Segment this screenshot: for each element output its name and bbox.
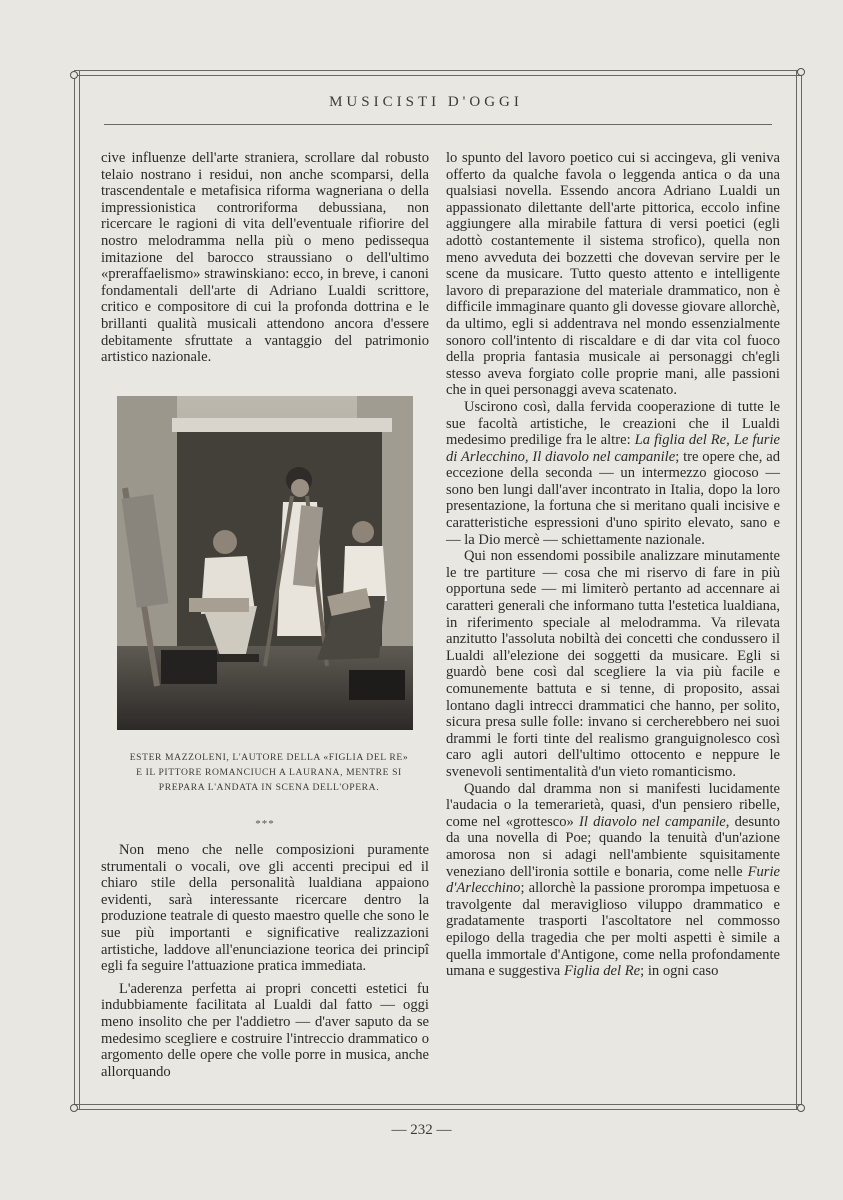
running-head: MUSICISTI D'OGGI	[329, 94, 523, 110]
text-run: Uscirono così, dalla fervida cooperazione di tutte le sue facoltà artistiche, le creazioni che il Lualdi medesimo predilige fra le altre:	[446, 398, 780, 449]
corner-ornament	[70, 71, 78, 79]
text-run: ; in ogni caso	[640, 963, 719, 980]
paragraph: L'aderenza perfetta ai propri concetti estetici fu indubbiamente facilitata al Lualdi dal fatto — oggi meno insolito che per l'addietro — d'aver saputo da se medesimo scegliere e costruire l'intreccio drammatico o argomento delle opere che volle porre in musica, anche allorquando	[101, 980, 429, 1080]
corner-ornament	[797, 1104, 805, 1112]
paragraph: Qui non essendomi possibile analizzare minutamente le tre partiture — cosa che mi riservo di fare in più opportuna sede — mi limiterò pertanto ad accennare ai caratteri generali che informano tutta l'estetica lualdiana, in riferimento speciale al melodramma. Va rilevata anzitutto l'assoluta nobiltà dei concetti che condussero il Lualdi all'elezione dei soggetti da musicare. Egli si guardò bene così dal scegliere la via più facile e comunemente battuta e si tenne, di proposito, assai lontano dagli intrecci drammatici che hanno, per solito, sicura presa sulle folle: invano si cercherebbero nei suoi drammi le forti tinte del realismo granguignolesco così caro agli autori dell'ultimo ottocento e neppure le svenevoli sentimentalità d'un vieto romanticismo.	[446, 548, 780, 780]
border-right-rule	[796, 70, 802, 1110]
section-break: ***	[255, 818, 275, 830]
photograph	[117, 396, 413, 730]
corner-ornament	[797, 68, 805, 76]
paragraph: Non meno che nelle composizioni puramente strumentali o vocali, ove gli accenti precipui ed il chiaro stile della personalità lualdiana appaiono evidenti, sarà interessante ricercare dentro la produzione teatrale di questo maestro quelle che sono le sue più importanti e significative realizzazioni artistiche, laddove all'enunciazione teorica dei principî egli fa seguire l'attuazione pratica immediata.	[101, 842, 429, 975]
corner-ornament	[70, 1104, 78, 1112]
text-run: ; allorchè la passione prorompa impetuosa e travolgente dal meraviglioso viluppo drammatico e gradatamente trasporti l'ascoltatore nel commosso epilogo della tragedia che per molti aspetti è simile a quella immortale d'Antigone, come nella profondamente umana e suggestiva	[446, 880, 780, 980]
paragraph: cive influenze dell'arte straniera, scrollare dal robusto telaio nostrano i residui, non anche scomparsi, della trascendentale e metafisica riforma wagneriana o della impressionistica controriforma debussiana, non ricercare le ragioni di vita dell'eventuale rifiorire del nostro melodramma nella più o meno pedissequa imitazione del barocco straussiano o dell'ultimo «preraffaelismo» strawinskiano: ecco, in breve, i canoni fondamentali dell'arte di Adriano Lualdi scrittore, critico e compositore di cui la profonda dottrina e le brillanti qualità musicali attendono ancora d'essere debitamente sfruttate a vantaggio del patrimonio artistico nazionale.	[101, 150, 429, 366]
paragraph	[446, 781, 780, 980]
caption-line: E IL PITTORE ROMANCIUCH A LAURANA, MENTRE SI	[136, 767, 402, 778]
border-left-rule	[74, 70, 80, 1110]
photo-illustration	[117, 396, 413, 730]
text-run: ; tre opere che, ad eccezione della seconda — un intermezzo giocoso — sono ben lungi dall'aver incontrato in Italia, dopo la loro presentazione, la fortuna che si meritano quali incisive e caratteristiche espressioni d'uno spirito elevato, sano e — la Dio mercè — schiettamente nazionale.	[446, 448, 781, 548]
left-column-lower	[101, 842, 429, 1080]
caption-line: ESTER MAZZOLENI, L'AUTORE DELLA «FIGLIA DEL RE»	[129, 752, 409, 763]
paragraph	[446, 399, 780, 548]
header-rule	[104, 124, 772, 125]
text-run: Quando dal dramma non si manifesti lucidamente l'audacia o la temerarietà, quasi, d'un pensiero ribelle, come nel «grottesco»	[446, 780, 780, 830]
left-column	[101, 150, 429, 366]
text-run: , desunto da una novella di Poe; quando la tenuità d'un'azione amorosa non si adagi nell'ambiente squisitamente veneziano dell'ironia sottile e bonaria, come nelle	[446, 813, 780, 880]
paragraph: lo spunto del lavoro poetico cui si accingeva, gli veniva offerto da qualche favola o leggenda antica o da una qualsiasi novella. Essendo ancora Adriano Lualdi un appassionato dilettante dell'arte pittorica, eccolo infine aggiungere alla mirabile fattura di versi poetici (egli adottò costantemente il sistema strofico), quella non meno avveduta dei bozzetti che dovevan servire per le scene da musicare. Tutto questo attento e intelligente lavoro di preparazione del materiale drammatico, non è difficile immaginare quanto gli dovesse giovare allorchè, da ultimo, egli si addentrava nel mondo essenzialmente sonoro coll'intento di riscaldare e di dar vita col fuoco della propria fantasia musicale ai personaggi ch'egli stesso aveva forgiato colle proprie mani, alle passioni che in quei personaggi aveva scatenato.	[446, 150, 780, 399]
opera-title: Furie d'Arlecchino	[446, 863, 780, 897]
figure-caption	[108, 750, 430, 795]
opera-titles: La figlia del Re, Le furie di Arlecchino, Il diavolo nel campanile	[446, 432, 780, 465]
page-number: — 232 —	[391, 1122, 452, 1138]
border-top-rule	[74, 70, 802, 76]
opera-title: Il diavolo nel campanile	[579, 813, 726, 830]
right-column	[446, 150, 780, 980]
caption-line: PREPARA L'ANDATA IN SCENA DELL'OPERA.	[158, 782, 380, 793]
opera-title: Figlia del Re	[563, 963, 641, 980]
border-bottom-rule	[74, 1104, 802, 1110]
